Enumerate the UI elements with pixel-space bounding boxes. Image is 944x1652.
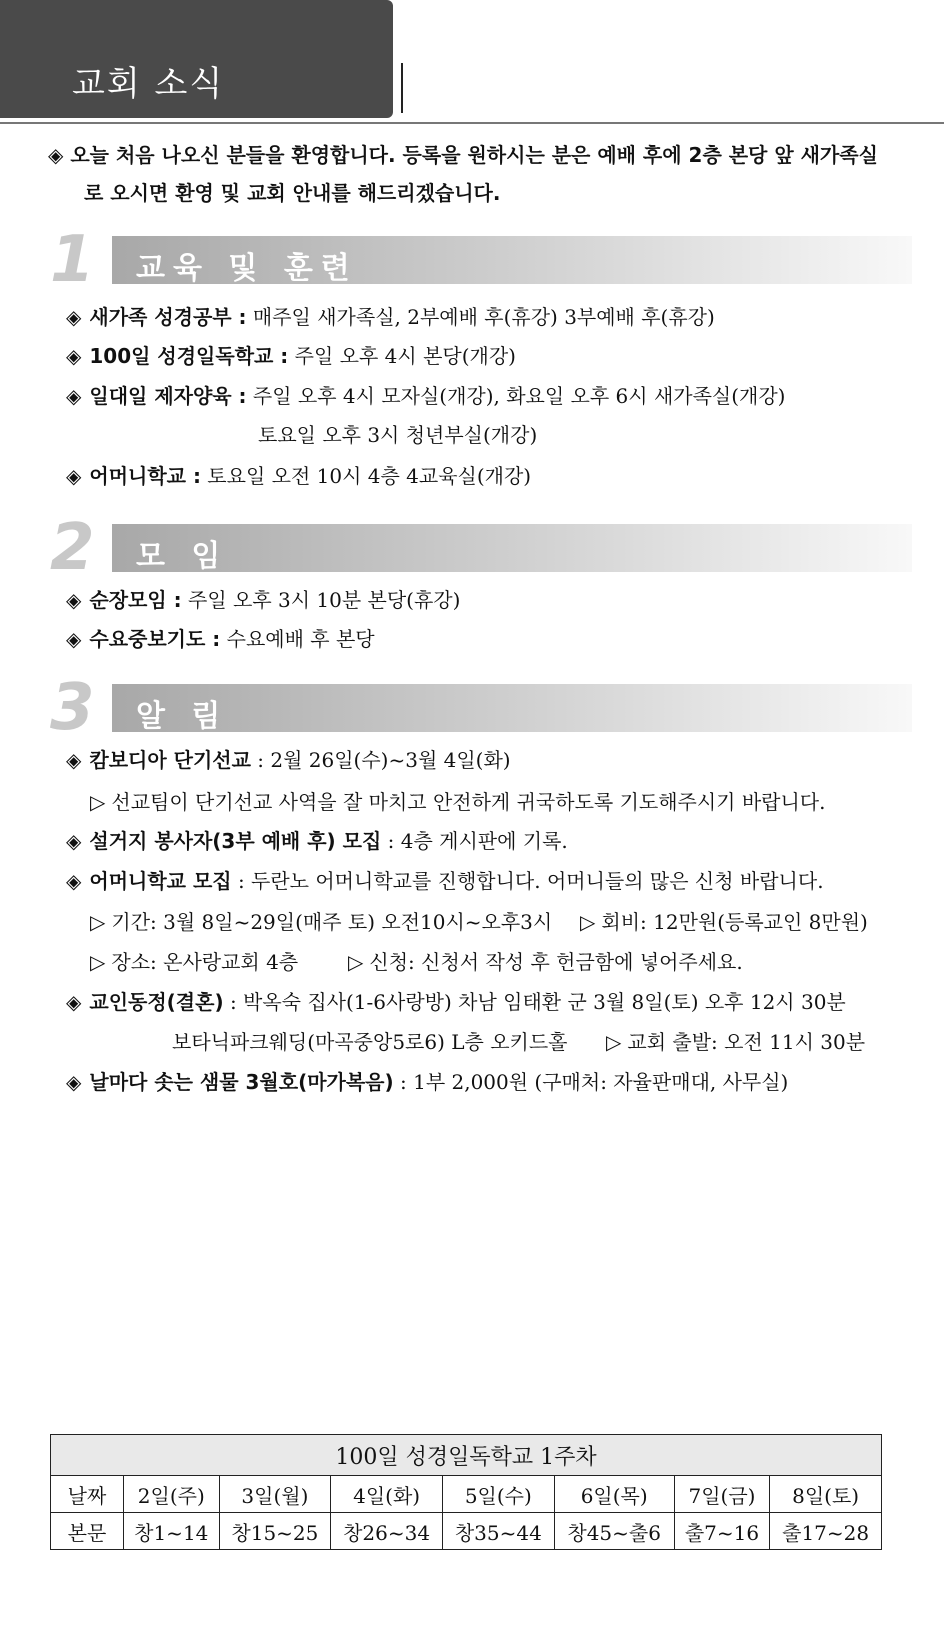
triangle-bullet-icon: ▷ xyxy=(606,1030,622,1054)
subnote-text: 신청: 신청서 작성 후 헌금함에 넣어주세요. xyxy=(369,950,743,974)
item-text: : 박옥숙 집사(1-6사랑방) 차남 임태환 군 3월 8일(토) 오후 12시 30분 xyxy=(223,990,846,1014)
diamond-bullet-icon: ◈ xyxy=(66,748,82,772)
list-item xyxy=(66,745,511,775)
table-caption: 100일 성경일독학교 1주차 xyxy=(51,1435,882,1476)
table-cell: 8일(토) xyxy=(770,1476,882,1513)
diamond-bullet-icon: ◈ xyxy=(66,464,82,488)
diamond-bullet-icon: ◈ xyxy=(66,384,82,408)
item-text: : 두란노 어머니학교를 진행합니다. 어머니들의 많은 신청 바랍니다. xyxy=(231,869,824,893)
triangle-bullet-icon: ▷ xyxy=(90,790,106,814)
item-text: : 1부 2,000원 (구매처: 자율판매대, 사무실) xyxy=(393,1070,789,1094)
item-text: 매주일 새가족실, 2부예배 후(휴강) 3부예배 후(휴강) xyxy=(246,305,715,329)
item-subnote xyxy=(348,947,743,977)
list-item xyxy=(66,461,531,491)
diamond-bullet-icon: ◈ xyxy=(66,829,82,853)
table-row xyxy=(51,1513,882,1550)
welcome-line-2: 로 오시면 환영 및 교회 안내를 해드리겠습니다. xyxy=(84,181,501,205)
table-cell: 창15~25 xyxy=(219,1513,331,1550)
table-cell: 날짜 xyxy=(51,1476,124,1513)
table-cell: 6일(목) xyxy=(554,1476,674,1513)
list-item xyxy=(66,302,715,332)
item-subnote xyxy=(90,947,298,977)
item-label: 새가족 성경공부 : xyxy=(89,305,247,329)
section-title: 모 임 xyxy=(136,539,229,574)
list-item xyxy=(66,987,846,1017)
table-row xyxy=(51,1476,882,1513)
item-continuation: 보타닉파크웨딩(마곡중앙5로6) L층 오키드홀 xyxy=(172,1030,568,1054)
item-label: 순장모임 : xyxy=(89,588,182,612)
item-label: 수요중보기도 : xyxy=(89,627,221,651)
subnote-text: 회비: 12만원(등록교인 8만원) xyxy=(601,910,868,934)
welcome-line-1: ◈ 오늘 처음 나오신 분들을 환영합니다. 등록을 원하시는 분은 예배 후에 2층 본당 앞 새가족실 xyxy=(48,143,878,167)
item-text: 수요예배 후 본당 xyxy=(220,627,375,651)
header-divider xyxy=(401,63,403,113)
section-number-1: 1 xyxy=(50,223,95,297)
list-item xyxy=(66,585,460,615)
schedule-table xyxy=(50,1434,882,1550)
subnote-text: 장소: 온사랑교회 4층 xyxy=(111,950,299,974)
diamond-bullet-icon: ◈ xyxy=(66,869,82,893)
list-item xyxy=(66,826,568,856)
table-cell: 창35~44 xyxy=(442,1513,554,1550)
item-label: 캄보디아 단기선교 xyxy=(89,748,251,772)
item-label: 어머니학교 : xyxy=(89,464,201,488)
item-subnote xyxy=(90,907,552,937)
item-label: 날마다 솟는 샘물 3월호(마가복음) xyxy=(89,1070,394,1094)
table-cell: 창45~출6 xyxy=(554,1513,674,1550)
header-rule xyxy=(0,122,944,124)
subnote-text: 선교팀이 단기선교 사역을 잘 마치고 안전하게 귀국하도록 기도해주시기 바랍니다. xyxy=(111,790,826,814)
diamond-bullet-icon: ◈ xyxy=(66,344,82,368)
list-item xyxy=(66,381,785,411)
item-continuation: 토요일 오후 3시 청년부실(개강) xyxy=(258,423,538,447)
diamond-bullet-icon: ◈ xyxy=(66,627,82,651)
item-label: 일대일 제자양육 : xyxy=(89,384,247,408)
item-text: : 4층 게시판에 기록. xyxy=(381,829,568,853)
triangle-bullet-icon: ▷ xyxy=(90,950,106,974)
table-cell: 출7~16 xyxy=(674,1513,770,1550)
section-title: 알 림 xyxy=(136,699,229,734)
item-subnote xyxy=(580,907,868,937)
section-header-education xyxy=(112,236,912,284)
section-header-meetings xyxy=(112,524,912,572)
item-subnote xyxy=(606,1027,865,1057)
item-subnote xyxy=(90,787,826,817)
table-cell: 창26~34 xyxy=(331,1513,443,1550)
item-text: 주일 오후 3시 10분 본당(휴강) xyxy=(181,588,461,612)
diamond-bullet-icon: ◈ xyxy=(66,1070,82,1094)
section-number-3: 3 xyxy=(50,671,95,745)
diamond-bullet-icon: ◈ xyxy=(66,588,82,612)
list-item xyxy=(66,1067,788,1097)
item-label: 교인동정(결혼) xyxy=(89,990,224,1014)
table-cell: 5일(수) xyxy=(442,1476,554,1513)
item-text: : 2월 26일(수)~3월 4일(화) xyxy=(250,748,511,772)
subnote-text: 기간: 3월 8일~29일(매주 토) 오전10시~오후3시 xyxy=(111,910,553,934)
table-cell: 본문 xyxy=(51,1513,124,1550)
table-cell: 2일(주) xyxy=(124,1476,220,1513)
item-label: 설거지 봉사자(3부 예배 후) 모집 xyxy=(89,829,382,853)
section-number-2: 2 xyxy=(50,511,95,585)
table-cell: 3일(월) xyxy=(219,1476,331,1513)
item-label: 어머니학교 모집 xyxy=(89,869,232,893)
triangle-bullet-icon: ▷ xyxy=(580,910,596,934)
subnote-text: 교회 출발: 오전 11시 30분 xyxy=(627,1030,866,1054)
table-cell: 4일(화) xyxy=(331,1476,443,1513)
diamond-bullet-icon: ◈ xyxy=(66,305,82,329)
diamond-bullet-icon: ◈ xyxy=(66,990,82,1014)
list-item xyxy=(66,866,824,896)
triangle-bullet-icon: ▷ xyxy=(90,910,106,934)
item-text: 주일 오후 4시 본당(개강) xyxy=(288,344,516,368)
page-title: 교회 소식 xyxy=(72,64,225,104)
item-text: 주일 오후 4시 모자실(개강), 화요일 오후 6시 새가족실(개강) xyxy=(246,384,786,408)
table-cell: 7일(금) xyxy=(674,1476,770,1513)
list-item xyxy=(66,341,516,371)
table-cell: 창1~14 xyxy=(124,1513,220,1550)
triangle-bullet-icon: ▷ xyxy=(348,950,364,974)
table-cell: 출17~28 xyxy=(770,1513,882,1550)
section-header-announcements xyxy=(112,684,912,732)
table-caption-row xyxy=(51,1435,882,1476)
item-text: 토요일 오전 10시 4층 4교육실(개강) xyxy=(200,464,532,488)
section-title: 교육 및 훈련 xyxy=(136,251,358,286)
item-label: 100일 성경일독학교 : xyxy=(89,344,289,368)
list-item xyxy=(66,624,375,654)
welcome-notice xyxy=(48,136,918,212)
